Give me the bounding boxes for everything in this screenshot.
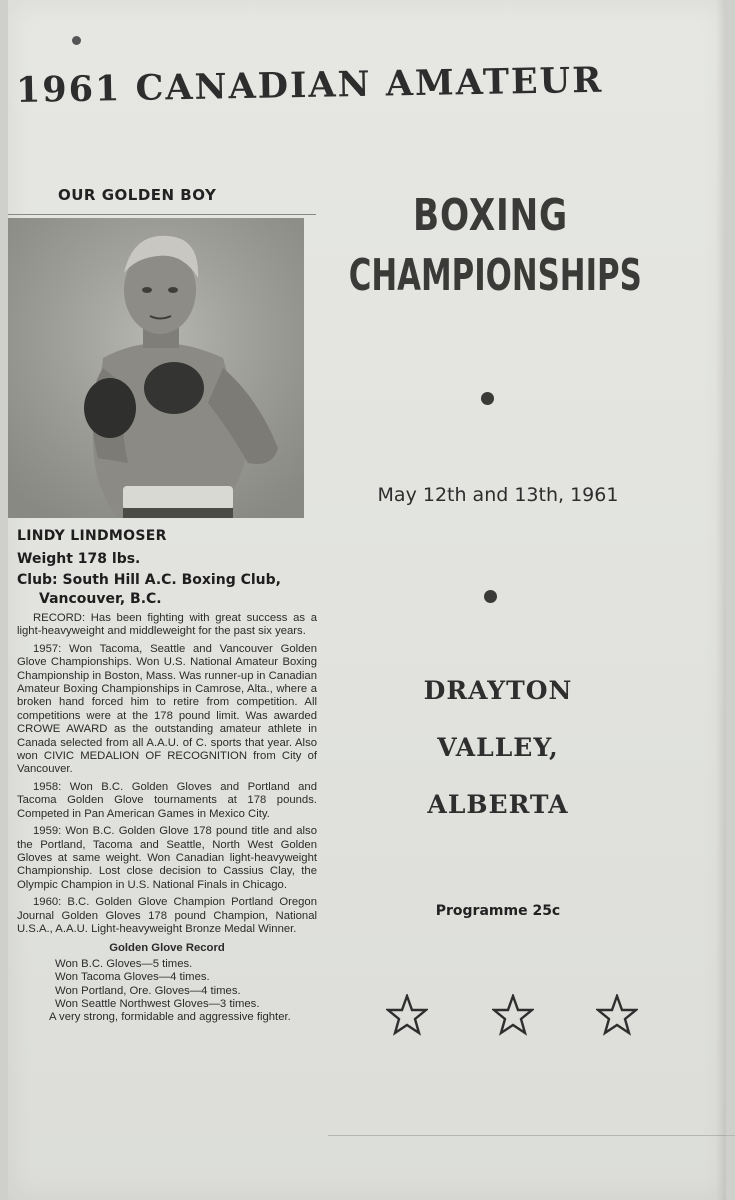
star-icon	[386, 994, 428, 1036]
record-item: Won Portland, Ore. Gloves—4 times.	[55, 984, 241, 997]
bio-paragraph: 1960: B.C. Golden Glove Champion Portland Oregon Journal Golden Gloves 178 pound Champion, National U.S.A., A.A.U. Light-heavyweight Bronze Medal Winner.	[17, 896, 317, 935]
club-line-1: Club: South Hill A.C. Boxing Club,	[17, 572, 281, 588]
bio-paragraph: 1957: Won Tacoma, Seattle and Vancouver Golden Glove Championships. Won U.S. National Amateur Boxing Championship in Boston, Mass. Was runner-up in Canadian Amateur Boxing Championships in Camrose, Alta., where a broken hand forced him to retire from competition. All competitions were at the 178 pound limit. Was awarded CROWE AWARD as the outstanding amateur athlete in Canada selected from all A.A.U. of C. sports that year. Also won CIVIC MEDALION OF RECOGNITION from City of Vancouver.	[17, 642, 317, 776]
programme-page	[8, 0, 726, 1200]
record-item: Won Seattle Northwest Gloves—3 times.	[55, 997, 260, 1010]
event-dates: May 12th and 13th, 1961	[377, 484, 619, 506]
venue-line-1: DRAYTON	[423, 676, 573, 705]
boxer-photo	[8, 218, 304, 518]
page-title: 1961 CANADIAN AMATEUR	[15, 59, 604, 111]
feature-label: OUR GOLDEN BOY	[58, 186, 217, 204]
star-icon	[596, 994, 638, 1036]
bio-paragraph: RECORD: Has been fighting with great success as a light-heavyweight and middleweight for the past six years.	[17, 612, 317, 638]
record-item: Won B.C. Gloves—5 times.	[55, 957, 193, 970]
club-line-2: Vancouver, B.C.	[39, 591, 162, 607]
programme-price: Programme 25c	[435, 903, 561, 919]
feature-divider	[8, 214, 316, 215]
bullet-dot	[484, 590, 497, 603]
record-item: Won Tacoma Gloves—4 times.	[55, 971, 210, 984]
closing-remark: A very strong, formidable and aggressive fighter.	[49, 1011, 291, 1024]
boxer-weight: Weight 178 lbs.	[17, 551, 141, 567]
venue-line-3: ALBERTA	[427, 790, 569, 819]
punch-hole	[72, 36, 81, 45]
venue-line-2: VALLEY,	[437, 733, 559, 762]
bullet-dot	[481, 392, 494, 405]
boxer-name: LINDY LINDMOSER	[17, 528, 167, 544]
event-panel	[328, 0, 728, 1200]
event-title-line-2: CHAMPIONSHIPS	[348, 250, 642, 301]
record-list	[17, 958, 317, 1012]
boxer-biography	[17, 612, 317, 1029]
boxer-figure	[8, 218, 304, 518]
record-heading: Golden Glove Record	[109, 942, 225, 955]
bio-paragraph: 1959: Won B.C. Golden Glove 178 pound title and also the Portland, Tacoma and Seattle, North West Golden Gloves at same weight. Won Canadian light-heavyweight Championship. Lost close decision to Cassius Clay, the Olympic Champion in U.S. National Finals in Chicago.	[17, 825, 317, 891]
star-icon	[492, 994, 534, 1036]
bio-paragraph: 1958: Won B.C. Golden Gloves and Portland and Tacoma Golden Glove tournaments at 178 pounds. Competed in Pan American Games in Mexico City.	[17, 780, 317, 820]
event-title-line-1: BOXING	[413, 190, 568, 241]
boxer-club	[17, 571, 317, 609]
